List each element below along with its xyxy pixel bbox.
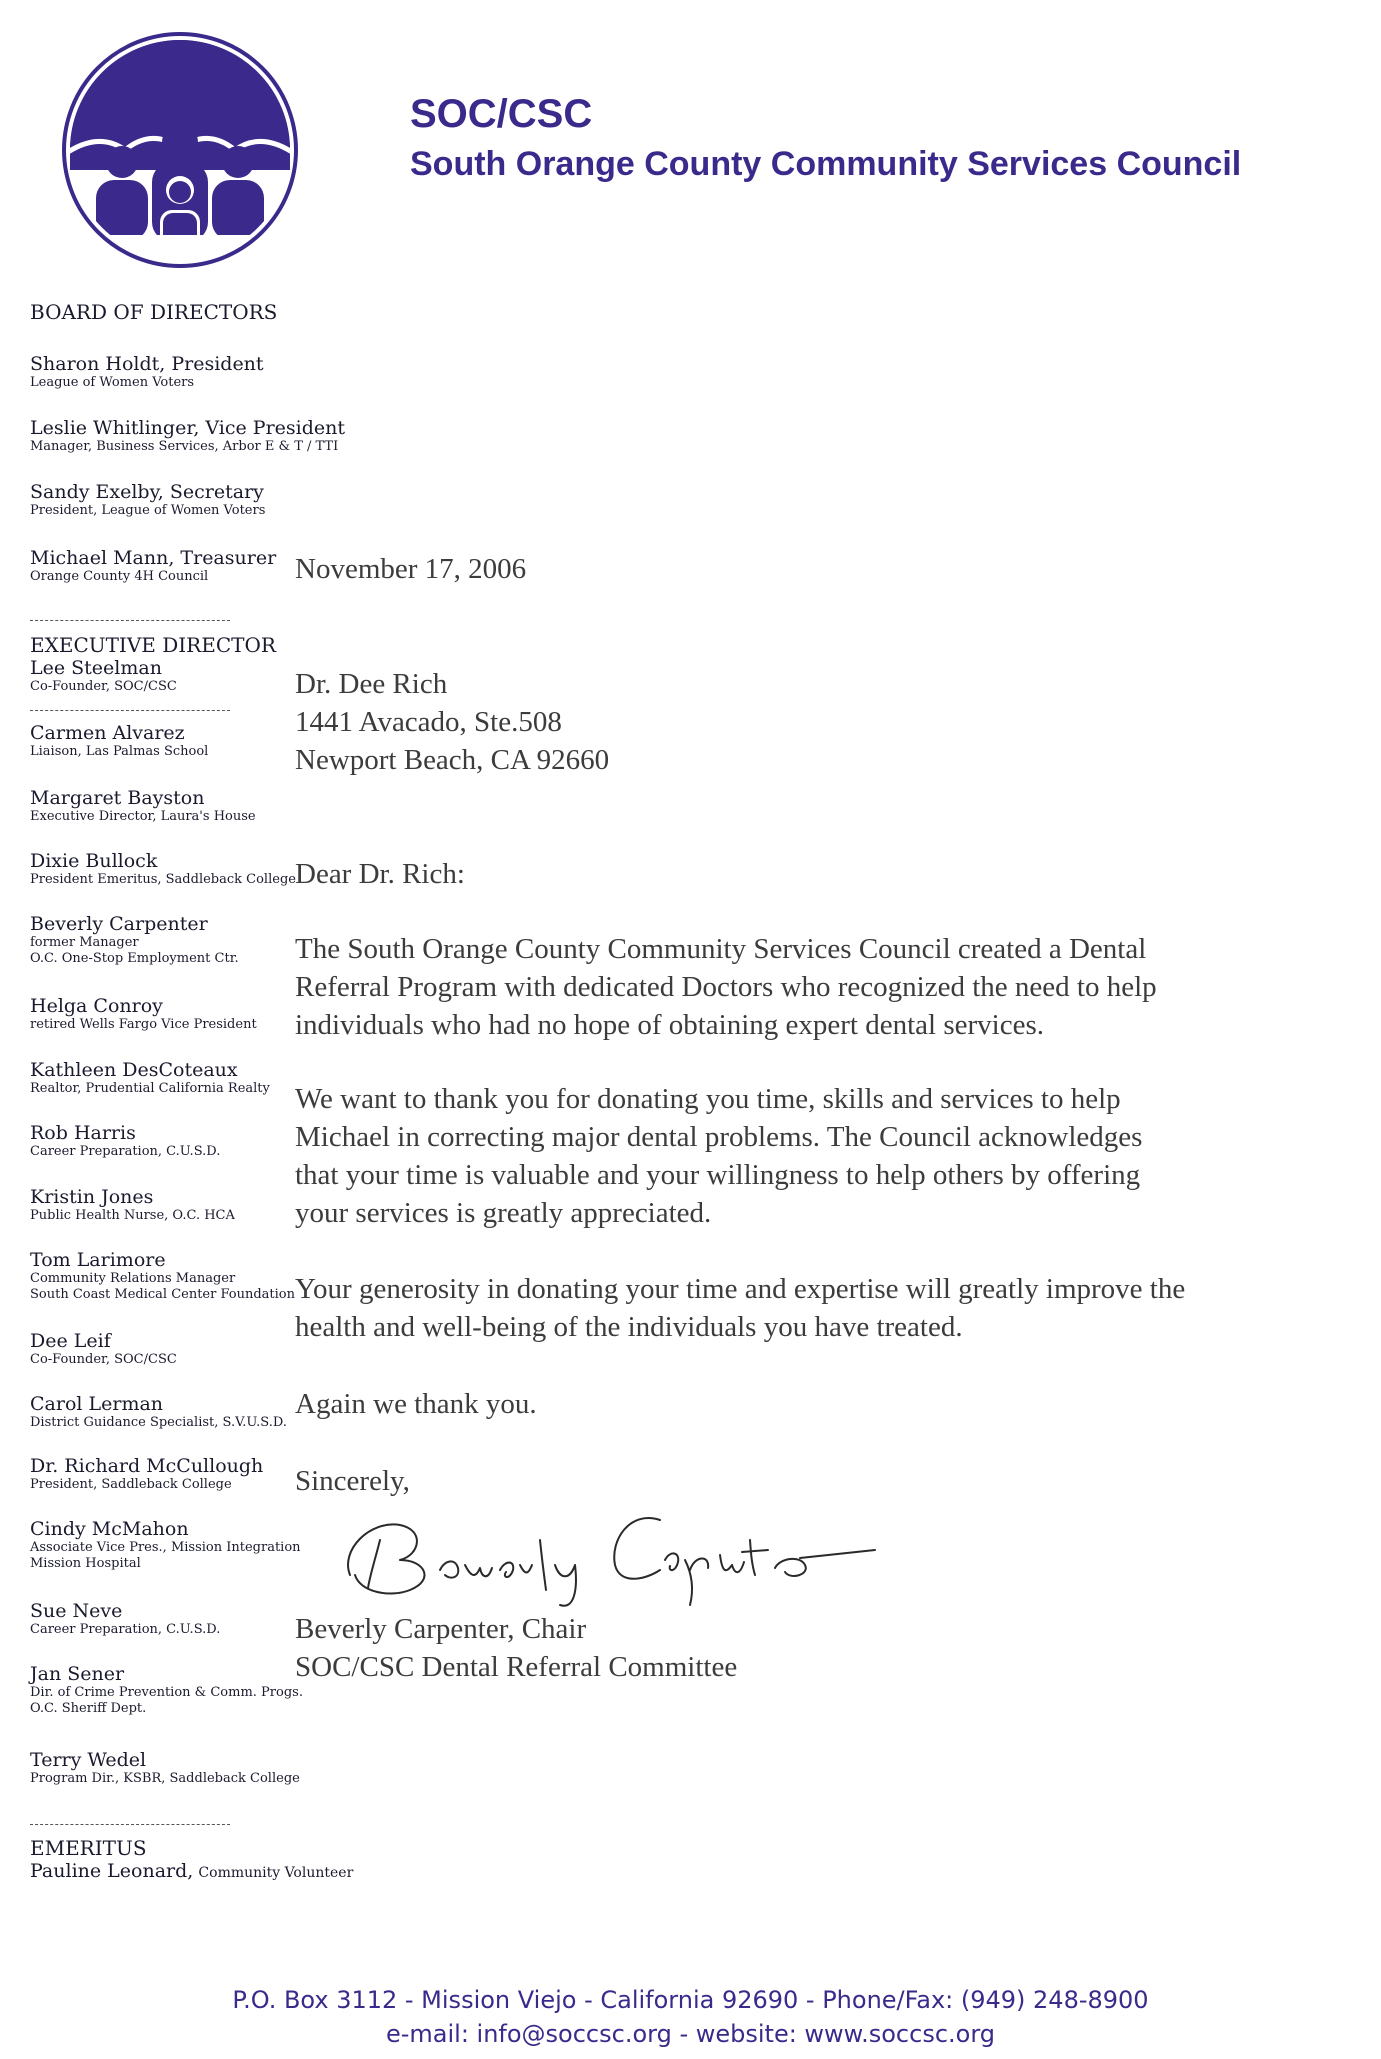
member-name: Carmen Alvarez xyxy=(30,722,185,744)
member-name: Kathleen DesCoteaux xyxy=(30,1059,238,1081)
member-role: Co-Founder, SOC/CSC xyxy=(30,1352,177,1367)
member-role: Executive Director, Laura's House xyxy=(30,809,256,824)
council-member xyxy=(30,722,208,760)
member-name: Carol Lerman xyxy=(30,1393,164,1415)
emeritus-heading: EMERITUS xyxy=(30,1836,147,1860)
member-name: Dixie Bullock xyxy=(30,850,158,872)
paragraph-line: individuals who had no hope of obtaining expert dental services. xyxy=(295,1009,1044,1041)
member-name: Pauline Leonard, xyxy=(30,1860,194,1882)
council-member xyxy=(30,1122,220,1160)
member-role: Liaison, Las Palmas School xyxy=(30,744,209,759)
council-member xyxy=(30,995,257,1033)
council-member xyxy=(30,1663,303,1717)
member-name: Lee Steelman xyxy=(30,657,162,679)
member-role: Career Preparation, C.U.S.D. xyxy=(30,1144,221,1159)
signer-line: SOC/CSC Dental Referral Committee xyxy=(295,1651,738,1683)
footer-address: P.O. Box 3112 - Mission Viejo - California 92690 - Phone/Fax: (949) 248-8900 xyxy=(232,1986,1149,2014)
paragraph xyxy=(295,930,1157,1044)
member-name: Dee Leif xyxy=(30,1330,111,1352)
exec-director xyxy=(30,657,177,695)
member-role: Dir. of Crime Prevention & Comm. Progs. xyxy=(30,1685,303,1700)
council-member xyxy=(30,1059,270,1097)
paragraph-line: that your time is valuable and your willingness to help others by offering xyxy=(295,1159,1141,1191)
member-role: Public Health Nurse, O.C. HCA xyxy=(30,1208,235,1223)
member-name: Beverly Carpenter xyxy=(30,913,208,935)
member-name: Cindy McMahon xyxy=(30,1518,189,1540)
member-role: Realtor, Prudential California Realty xyxy=(30,1081,270,1096)
member-role: O.C. One-Stop Employment Ctr. xyxy=(30,951,239,966)
member-role: Co-Founder, SOC/CSC xyxy=(30,679,177,694)
member-role: President, Saddleback College xyxy=(30,1477,232,1492)
signer-block xyxy=(295,1610,737,1686)
board-member xyxy=(30,547,276,585)
paragraph-line: Your generosity in donating your time and expertise will greatly improve the xyxy=(295,1273,1186,1305)
member-role: League of Women Voters xyxy=(30,375,195,390)
member-name: Tom Larimore xyxy=(30,1249,166,1271)
member-role: Career Preparation, C.U.S.D. xyxy=(30,1622,221,1637)
paragraph xyxy=(295,1080,1142,1232)
closing: Sincerely, xyxy=(295,1465,410,1497)
letter-date: November 17, 2006 xyxy=(295,553,527,585)
member-name: Leslie Whitlinger, Vice President xyxy=(30,417,346,439)
council-member xyxy=(30,1455,263,1493)
member-name: Helga Conroy xyxy=(30,995,163,1017)
footer-contact: e-mail: info@soccsc.org - website: www.soccsc.org xyxy=(385,2020,996,2048)
recipient-line: Newport Beach, CA 92660 xyxy=(295,744,610,776)
emeritus-member xyxy=(30,1860,353,1882)
paragraph-line: Again we thank you. xyxy=(295,1388,537,1420)
board-member xyxy=(30,481,265,519)
member-role: South Coast Medical Center Foundation xyxy=(30,1287,296,1302)
paragraph-line: The South Orange County Community Services Council created a Dental xyxy=(295,933,1147,965)
member-name: Jan Sener xyxy=(30,1663,125,1685)
council-member xyxy=(30,1186,235,1224)
board-member xyxy=(30,417,345,455)
member-name: Margaret Bayston xyxy=(30,787,205,809)
member-name: Sharon Holdt, President xyxy=(30,353,264,375)
member-role: Associate Vice Pres., Mission Integration xyxy=(30,1540,301,1555)
org-name: South Orange County Community Services Council xyxy=(410,145,1242,183)
council-member xyxy=(30,850,296,888)
member-name: Dr. Richard McCullough xyxy=(30,1455,264,1477)
member-role: President Emeritus, Saddleback College xyxy=(30,872,296,887)
recipient-address xyxy=(295,665,609,779)
paragraph-line: Michael in correcting major dental problems. The Council acknowledges xyxy=(295,1121,1143,1153)
member-role: retired Wells Fargo Vice President xyxy=(30,1017,257,1032)
board-heading: BOARD OF DIRECTORS xyxy=(30,300,278,324)
council-member xyxy=(30,1249,295,1303)
member-role: Manager, Business Services, Arbor E & T / TTI xyxy=(30,439,339,454)
council-member xyxy=(30,1749,300,1787)
paragraph-line: health and well-being of the individuals you have treated. xyxy=(295,1311,963,1343)
divider xyxy=(30,1824,230,1825)
member-role: President, League of Women Voters xyxy=(30,503,266,518)
paragraph xyxy=(295,1385,537,1423)
divider xyxy=(30,710,230,711)
member-name: Kristin Jones xyxy=(30,1186,154,1208)
family-under-umbrella-icon xyxy=(60,30,300,270)
exec-heading: EXECUTIVE DIRECTOR xyxy=(30,633,276,657)
member-role: O.C. Sheriff Dept. xyxy=(30,1701,147,1716)
council-member xyxy=(30,787,256,825)
council-member xyxy=(30,1330,177,1368)
handwritten-signature xyxy=(330,1480,890,1610)
recipient-line: 1441 Avacado, Ste.508 xyxy=(295,706,562,738)
signer-line: Beverly Carpenter, Chair xyxy=(295,1613,587,1645)
paragraph-line: your services is greatly appreciated. xyxy=(295,1197,712,1229)
member-role: Community Volunteer xyxy=(198,1865,354,1881)
divider xyxy=(30,620,230,621)
member-name: Rob Harris xyxy=(30,1122,136,1144)
member-name: Terry Wedel xyxy=(30,1749,147,1771)
member-name: Sue Neve xyxy=(30,1600,123,1622)
council-member xyxy=(30,1600,220,1638)
board-member xyxy=(30,353,264,391)
member-role: Program Dir., KSBR, Saddleback College xyxy=(30,1771,300,1786)
member-role: Orange County 4H Council xyxy=(30,569,209,584)
member-role: District Guidance Specialist, S.V.U.S.D. xyxy=(30,1415,287,1430)
member-name: Michael Mann, Treasurer xyxy=(30,547,277,569)
paragraph xyxy=(295,1270,1185,1346)
paragraph-line: Referral Program with dedicated Doctors who recognized the need to help xyxy=(295,971,1157,1003)
org-code: SOC/CSC xyxy=(410,92,593,136)
member-role: former Manager xyxy=(30,935,139,950)
recipient-line: Dr. Dee Rich xyxy=(295,668,448,700)
member-role: Mission Hospital xyxy=(30,1556,141,1571)
council-member xyxy=(30,1393,287,1431)
council-member xyxy=(30,1518,301,1572)
paragraph-line: We want to thank you for donating you time, skills and services to help xyxy=(295,1083,1121,1115)
member-role: Community Relations Manager xyxy=(30,1271,236,1286)
salutation: Dear Dr. Rich: xyxy=(295,858,465,890)
council-member xyxy=(30,913,239,967)
member-name: Sandy Exelby, Secretary xyxy=(30,481,264,503)
